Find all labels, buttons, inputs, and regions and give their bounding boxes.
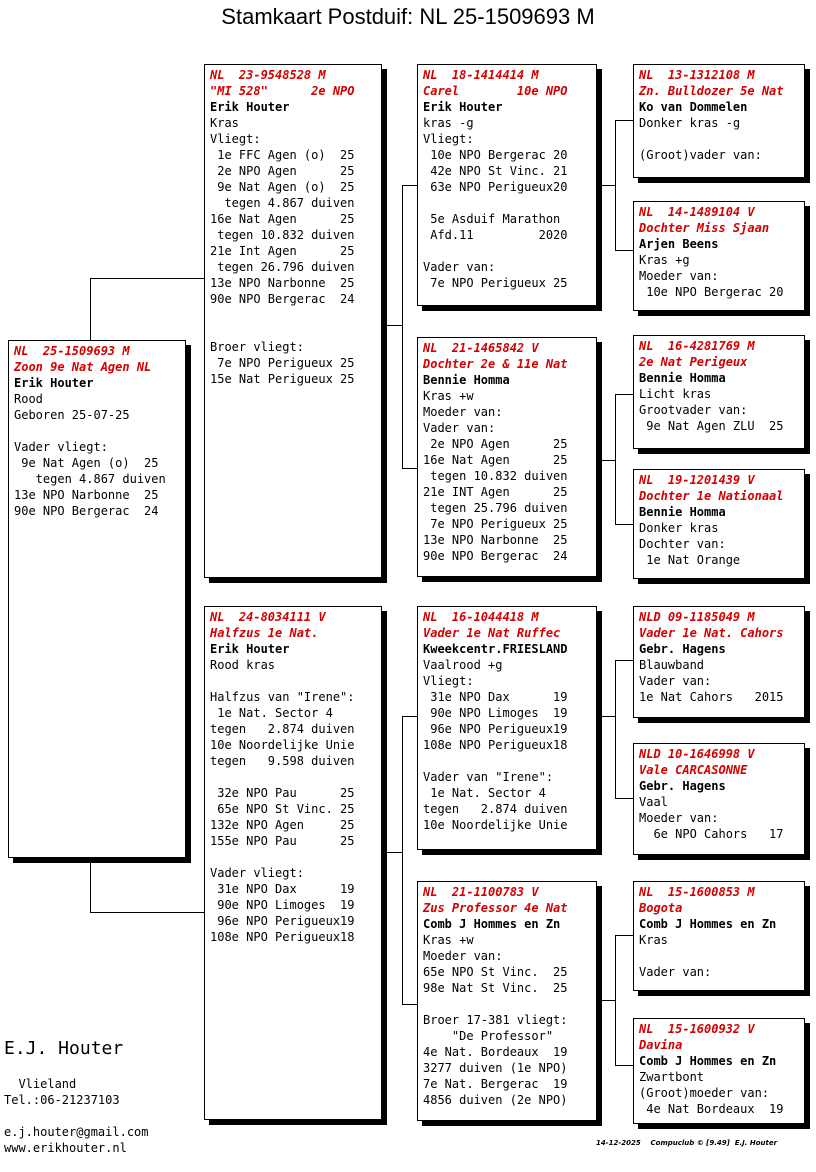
card-line: Vliegt: [210,132,261,146]
breeder-name: Ko van Dommelen [639,100,748,114]
card-line: tegen 4.867 duiven [14,472,166,486]
card-line: 108e NPO Perigueux18 [423,738,568,752]
card-line: Vader van: [639,674,712,688]
card-line: 32e NPO Pau 25 [210,786,355,800]
card-line: 7e NPO Perigueux 25 [423,276,568,290]
pigeon-title: Vale CARCASONNE [639,763,748,777]
breeder-name: Comb J Hommes en Zn [423,917,561,931]
card-line: Vader vliegt: [210,866,304,880]
card-line: 16e Nat Agen 25 [423,453,568,467]
card-line: Vader van: [639,965,712,979]
card-line: 4e Nat Bordeaux 19 [639,1102,784,1116]
connector [597,716,615,717]
ring-number: NL 14-1489104 V [639,205,755,219]
card-line: Kras [639,933,668,947]
breeder-name: Comb J Hommes en Zn [639,917,777,931]
pigeon-title: Carel 10e NPO [423,84,568,98]
breeder-name: Kweekcentr.FRIESLAND [423,642,568,656]
mother-card [204,606,382,1120]
ring-number: NL 15-1600932 V [639,1022,755,1036]
breeder-name: Bennie Homma [639,371,726,385]
subject-pigeon-card [8,340,186,858]
card-line: 10e NPO Bergerac 20 [639,285,784,299]
connector [615,120,633,121]
card-line: Moeder van: [639,269,719,283]
card-line: 90e NPO Limoges 19 [423,706,568,720]
card-line: Blauwband [639,658,705,672]
breeder-name: Erik Houter [210,100,290,114]
pigeon-title: Dochter Miss Sjaan [639,221,770,235]
card-line: 90e NPO Bergerac 24 [14,504,159,518]
connector [402,716,403,1004]
card-line: Rood [14,392,43,406]
card-line: Donker kras [639,521,719,535]
card-line: "De Professor" [423,1029,554,1043]
card-line: (Groot)vader van: [639,148,762,162]
page-title: Stamkaart Postduif: NL 25-1509693 M [221,4,595,29]
card-line [639,131,799,147]
card-line: tegen 9.598 duiven [210,754,355,768]
connector [90,278,91,340]
mf-father-card [633,606,805,718]
mm-mother-card [633,1018,805,1124]
connector [382,325,402,326]
card-line: Kras [210,116,239,130]
card-line: Vliegt: [423,674,474,688]
footer-credit: 14-12-2025 Compuclub © [9.49] E.J. Houter [596,1139,778,1147]
owner-place: Vlieland [4,1077,77,1091]
card-line: 31e NPO Dax 19 [423,690,568,704]
ff-mother-card [633,201,805,311]
card-line [210,673,376,689]
card-line: 21e INT Agen 25 [423,485,568,499]
card-line [639,948,799,964]
ring-number: NL 18-1414414 M [423,68,539,82]
card-line: 3277 duiven (1e NPO) [423,1061,568,1075]
card-line [423,195,591,211]
card-line: 16e Nat Agen 25 [210,212,355,226]
connector [615,394,616,524]
ring-number: NL 25-1509693 M [14,344,130,358]
card-line: 4e Nat. Bordeaux 19 [423,1045,568,1059]
card-line: 108e NPO Perigueux18 [210,930,355,944]
card-line: tegen 4.867 duiven [210,196,355,210]
ring-number: NL 15-1600853 M [639,885,755,899]
card-line: 6e NPO Cahors 17 [639,827,784,841]
connector [382,852,402,853]
maternal-grandmother-card [417,881,597,1121]
card-line: Kras +w [423,389,474,403]
card-line: 13e NPO Narbonne 25 [14,488,159,502]
card-line: tegen 25.796 duiven [423,501,568,515]
card-line: Afd.11 2020 [423,228,568,242]
pigeon-title: Bogota [639,901,683,915]
father-card [204,64,382,578]
connector [597,185,615,186]
card-line: 2e NPO Agen 25 [210,164,355,178]
pigeon-title: Dochter 1e Nationaal [639,489,784,503]
card-line: Halfzus van "Irene": [210,690,355,704]
connector [615,524,633,525]
ring-number: NL 23-9548528 M [210,68,326,82]
card-line: Vader van: [423,421,496,435]
card-line: 13e NPO Narbonne 25 [210,276,355,290]
connector [615,1065,633,1066]
breeder-name: Erik Houter [423,100,503,114]
connector [402,1004,417,1005]
card-line: 10e Noordelijke Unie [423,818,568,832]
ring-number: NLD 09-1185049 M [639,610,755,624]
card-line: Zwartbont [639,1070,705,1084]
card-line: 9e Nat Agen (o) 25 [14,456,159,470]
connector [597,460,615,461]
card-line [423,753,591,769]
card-line: Vliegt: [423,132,474,146]
breeder-name: Erik Houter [210,642,290,656]
owner-email[interactable]: e.j.houter@gmail.com [4,1125,149,1139]
card-line: 90e NPO Bergerac 24 [210,292,355,306]
connector [615,250,633,251]
card-line: 96e NPO Perigueux19 [423,722,568,736]
card-line: 7e Nat. Bergerac 19 [423,1077,568,1091]
card-line: 13e NPO Narbonne 25 [423,533,568,547]
pigeon-title: 2e Nat Perigeux [639,355,748,369]
card-line: 7e NPO Perigueux 25 [423,517,568,531]
card-line: Moeder van: [423,949,503,963]
card-line: 31e NPO Dax 19 [210,882,355,896]
breeder-name: Erik Houter [14,376,94,390]
card-line: 132e NPO Agen 25 [210,818,355,832]
pigeon-title: "MI 528" 2e NPO [210,84,355,98]
card-line: Moeder van: [423,405,503,419]
ring-number: NLD 10-1646998 V [639,747,755,761]
card-line: kras -g [423,116,474,130]
card-line: 7e NPO Perigueux 25 [210,356,355,370]
fm-father-card [633,335,805,449]
card-line: 21e Int Agen 25 [210,244,355,258]
card-line: Grootvader van: [639,403,748,417]
card-line: tegen 2.874 duiven [210,722,355,736]
card-line: 1e Nat Orange [639,553,741,567]
ring-number: NL 13-1312108 M [639,68,755,82]
card-line: Broer vliegt: [210,340,304,354]
connector [615,798,633,799]
ring-number: NL 16-1044418 M [423,610,539,624]
card-line [423,243,591,259]
card-line: 98e Nat St Vinc. 25 [423,981,568,995]
pigeon-title: Dochter 2e & 11e Nat [423,357,568,371]
owner-website[interactable]: www.erikhouter.nl [4,1141,127,1155]
connector [615,660,633,661]
card-line: 90e NPO Limoges 19 [210,898,355,912]
connector [615,394,633,395]
card-line: 10e Noordelijke Unie [210,738,355,752]
card-line: 155e NPO Pau 25 [210,834,355,848]
card-line: 1e FFC Agen (o) 25 [210,148,355,162]
card-line: tegen 26.796 duiven [210,260,355,274]
card-line: Donker kras -g [639,116,741,130]
connector [90,858,91,912]
breeder-name: Comb J Hommes en Zn [639,1054,777,1068]
card-line: Vaalrood +g [423,658,503,672]
card-line: 90e NPO Bergerac 24 [423,549,568,563]
fm-mother-card [633,469,805,579]
card-line: tegen 10.832 duiven [210,228,355,242]
card-line: tegen 2.874 duiven [423,802,568,816]
maternal-grandfather-card [417,606,597,850]
connector [615,935,633,936]
card-line: 1e Nat Cahors 2015 [639,690,784,704]
card-line: 42e NPO St Vinc. 21 [423,164,568,178]
card-line: 4856 duiven (2e NPO) [423,1093,568,1107]
connector [402,468,417,469]
breeder-name: Arjen Beens [639,237,719,251]
card-line: Moeder van: [639,811,719,825]
connector [615,935,616,1065]
pigeon-title: Zn. Bulldozer 5e Nat [639,84,784,98]
connector [402,716,417,717]
connector [90,278,204,279]
pigeon-title: Vader 1e Nat Ruffec [423,626,561,640]
card-line: Vader van "Irene": [423,770,554,784]
ring-number: NL 19-1201439 V [639,473,755,487]
card-line: 9e Nat Agen (o) 25 [210,180,355,194]
card-line: Vader vliegt: [14,440,108,454]
mf-mother-card [633,743,805,855]
card-line: 10e NPO Bergerac 20 [423,148,568,162]
card-line: 1e Nat. Sector 4 [210,706,333,720]
card-line: 15e Nat Perigueux 25 [210,372,355,386]
card-line: Broer 17-381 vliegt: [423,1013,568,1027]
card-line [423,996,591,1012]
card-line [14,423,180,439]
card-line: Geboren 25-07-25 [14,408,130,422]
card-line: Kras +w [423,933,474,947]
card-line: 2e NPO Agen 25 [423,437,568,451]
connector [90,912,204,913]
breeder-name: Gebr. Hagens [639,642,726,656]
card-line: 65e NPO St Vinc. 25 [423,965,568,979]
pigeon-title: Zus Professor 4e Nat [423,901,568,915]
card-line: 96e NPO Perigueux19 [210,914,355,928]
ring-number: NL 24-8034111 V [210,610,326,624]
card-line: (Groot)moeder van: [639,1086,770,1100]
card-line: 63e NPO Perigueux20 [423,180,568,194]
pigeon-title: Zoon 9e Nat Agen NL [14,360,152,374]
connector [402,185,403,468]
connector [615,120,616,250]
card-line: Dochter van: [639,537,726,551]
breeder-name: Gebr. Hagens [639,779,726,793]
connector [597,1000,615,1001]
card-line: tegen 10.832 duiven [423,469,568,483]
card-line [210,307,376,323]
owner-name: E.J. Houter [4,1038,124,1059]
card-line: Vaal [639,795,668,809]
card-line: 65e NPO St Vinc. 25 [210,802,355,816]
card-line: Licht kras [639,387,712,401]
pigeon-title: Halfzus 1e Nat. [210,626,319,640]
ff-father-card [633,64,805,178]
owner-phone: Tel.:06-21237103 [4,1093,120,1107]
card-line [210,849,376,865]
breeder-name: Bennie Homma [639,505,726,519]
mm-father-card [633,881,805,991]
card-line [210,323,376,339]
card-line [210,769,376,785]
card-line: 5e Asduif Marathon [423,212,561,226]
pigeon-title: Davina [639,1038,683,1052]
card-line: 9e Nat Agen ZLU 25 [639,419,784,433]
ring-number: NL 21-1100783 V [423,885,539,899]
pigeon-title: Vader 1e Nat. Cahors [639,626,784,640]
connector [615,660,616,798]
paternal-grandfather-card [417,64,597,306]
breeder-name: Bennie Homma [423,373,510,387]
ring-number: NL 21-1465842 V [423,341,539,355]
card-line: Rood kras [210,658,276,672]
card-line: Vader van: [423,260,496,274]
connector [402,185,417,186]
card-line: Kras +g [639,253,690,267]
card-line: 1e Nat. Sector 4 [423,786,546,800]
paternal-grandmother-card [417,337,597,577]
ring-number: NL 16-4281769 M [639,339,755,353]
